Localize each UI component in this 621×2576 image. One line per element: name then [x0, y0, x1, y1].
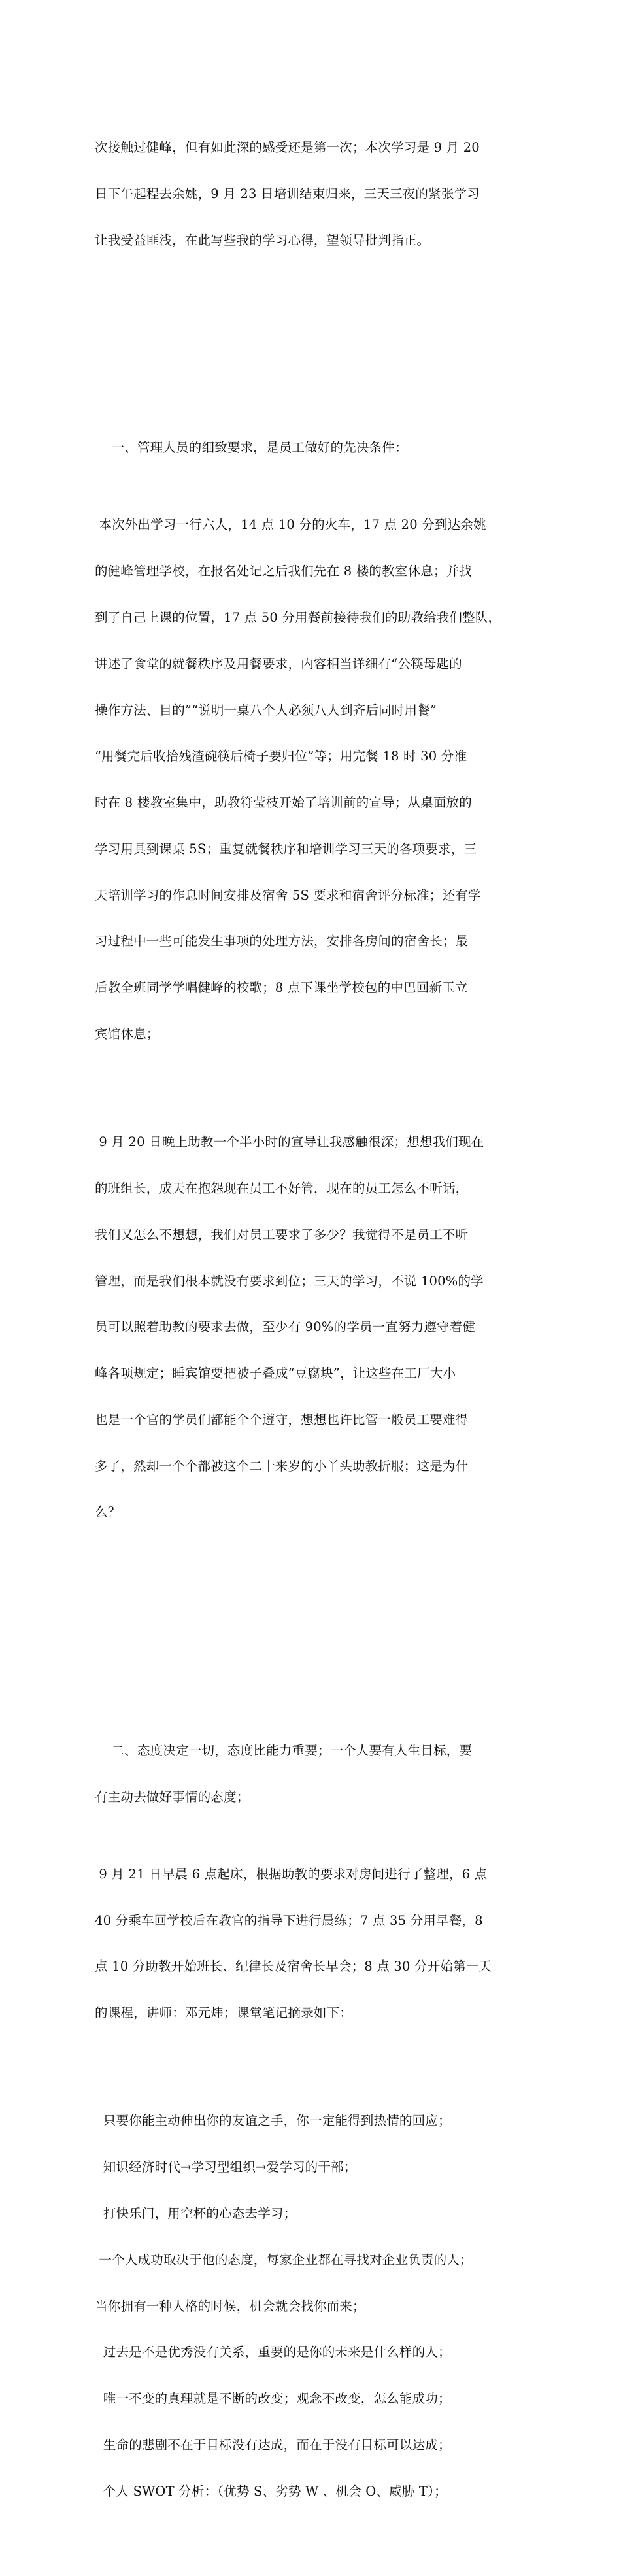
note-line: 过去是不是优秀没有关系，重要的是你的未来是什么样的人； — [95, 2345, 451, 2360]
spacer — [95, 326, 539, 364]
text-line: 多了，然却一个个都被这个二十来岁的小丫头助教折服；这是为什 — [95, 1458, 469, 1474]
text-line: 让我受益匪浅，在此写些我的学习心得，望领导批判指正。 — [95, 232, 430, 248]
text-line: 员可以照着助教的要求去做，至少有 90%的学员一直努力遵守着健 — [95, 1319, 476, 1335]
text-line: 讲述了食堂的就餐秩序及用餐要求，内容相当详细有“公筷母匙的 — [95, 656, 462, 671]
section-1 — [95, 409, 539, 1582]
note-line: 唯一不变的真理就是不断的改变；观念不改变，怎么能成功； — [95, 2391, 451, 2407]
note-line: 一个人成功取决于他的态度，每家企业都在寻找对企业负责的人； — [95, 2252, 473, 2267]
text-line: 我们又怎么不想想，我们对员工要求了多少？我觉得不是员工不听 — [95, 1227, 469, 1242]
text-line: 后教全班同学学唱健峰的校歌；8 点下课坐学校包的中巴回新玉立 — [95, 980, 468, 996]
text-line: 的健峰管理学校，在报名处记之后我们先在 8 楼的教室休息；并找 — [95, 564, 473, 579]
intro-paragraph — [95, 109, 539, 279]
text-line: 次接触过健峰，但有如此深的感受还是第一次；本次学习是 9 月 20 — [95, 140, 480, 156]
text-line: 操作方法、目的”“说明一桌八个人必须八人到齐后同时用餐” — [95, 702, 437, 718]
document-body — [95, 78, 539, 2576]
note-line: 生命的悲剧不在于目标没有达成，而在于没有目标可以达成； — [95, 2437, 451, 2452]
text-line: 9 月 21 日早晨 6 点起床，根据助教的要求对房间进行了整理，6 点 — [95, 1866, 488, 1882]
text-line: 天培训学习的作息时间安排及宿舍 5S 要求和宿舍评分标准；还有学 — [95, 887, 481, 903]
text-line: 到了自己上课的位置，17 点 50 分用餐前接待我们的助教给我们整队， — [95, 610, 501, 625]
class-notes — [95, 2082, 539, 2530]
text-line: 学习用具到课桌 5S；重复就餐秩序和培训学习三天的各项要求，三 — [95, 841, 477, 856]
paragraph — [95, 486, 539, 1073]
text-line: 么？ — [95, 1504, 121, 1520]
text-line: 管理，而是我们根本就没有要求到位；三天的学习，不说 100%的学 — [95, 1273, 484, 1289]
text-line: 也是一个官的学员们都能个个遵守，想想也许比管一般员工要难得 — [95, 1412, 469, 1427]
text-line: 宾馆休息； — [95, 1026, 159, 1042]
text-line: 时在 8 楼教室集中，助教符莹枝开始了培训前的宣导；从桌面放的 — [95, 795, 473, 811]
text-line: 日下午起程去余姚，9 月 23 日培训结束归来，三天三夜的紧张学习 — [95, 186, 480, 202]
text-line: 本次外出学习一行六人，14 点 10 分的火车，17 点 20 分到达余姚 — [95, 517, 486, 533]
text-line: 点 10 分助教开始班长、纪律长及宿舍长早会；8 点 30 分开始第一天 — [95, 1959, 492, 1974]
paragraph — [95, 1104, 539, 1551]
text-line: 9 月 20 日晚上助教一个半小时的宣导让我感触很深；想想我们现在 — [95, 1134, 484, 1150]
text-line: 习过程中一些可能发生事项的处理方法，安排各房间的宿舍长；最 — [95, 934, 469, 949]
text-line: 的课程，讲师：邓元炜；课堂笔记摘录如下： — [95, 2005, 353, 2021]
note-line: 当你拥有一种人格的时候，机会就会找你而来； — [95, 2298, 365, 2314]
section-heading: 一、管理人员的细致要求，是员工做好的先决条件： — [95, 440, 408, 456]
note-line: 知识经济时代→学习型组织→爱学习的干部； — [95, 2160, 357, 2175]
text-line: “用餐完后收拾残渣碗筷后椅子要归位”等；用完餐 18 时 30 分准 — [95, 749, 467, 764]
section-heading: 有主动去做好事情的态度； — [95, 1789, 250, 1805]
text-line: 40 分乘车回学校后在教官的指导下进行晨练；7 点 35 分用早餐，8 — [95, 1912, 483, 1928]
section-2 — [95, 1712, 539, 2561]
spacer — [95, 1628, 539, 1666]
paragraph — [95, 1836, 539, 2052]
note-line: 打快乐门，用空杯的心态去学习； — [95, 2205, 297, 2221]
text-line: 峰各项规定；睡宾馆要把被子叠成“豆腐块”，让这些在工厂大小 — [95, 1366, 456, 1381]
note-line: 个人 SWOT 分析：（优势 S、劣势 W 、机会 O、威胁 T）； — [95, 2483, 447, 2499]
section-heading: 二、态度决定一切，态度比能力重要；一个人要有人生目标，要 — [95, 1743, 473, 1759]
text-line: 的班组长，成天在抱怨现在员工不好管，现在的员工怎么不听话， — [95, 1180, 469, 1196]
note-line: 只要你能主动伸出你的友谊之手，你一定能得到热情的回应； — [95, 2113, 451, 2129]
